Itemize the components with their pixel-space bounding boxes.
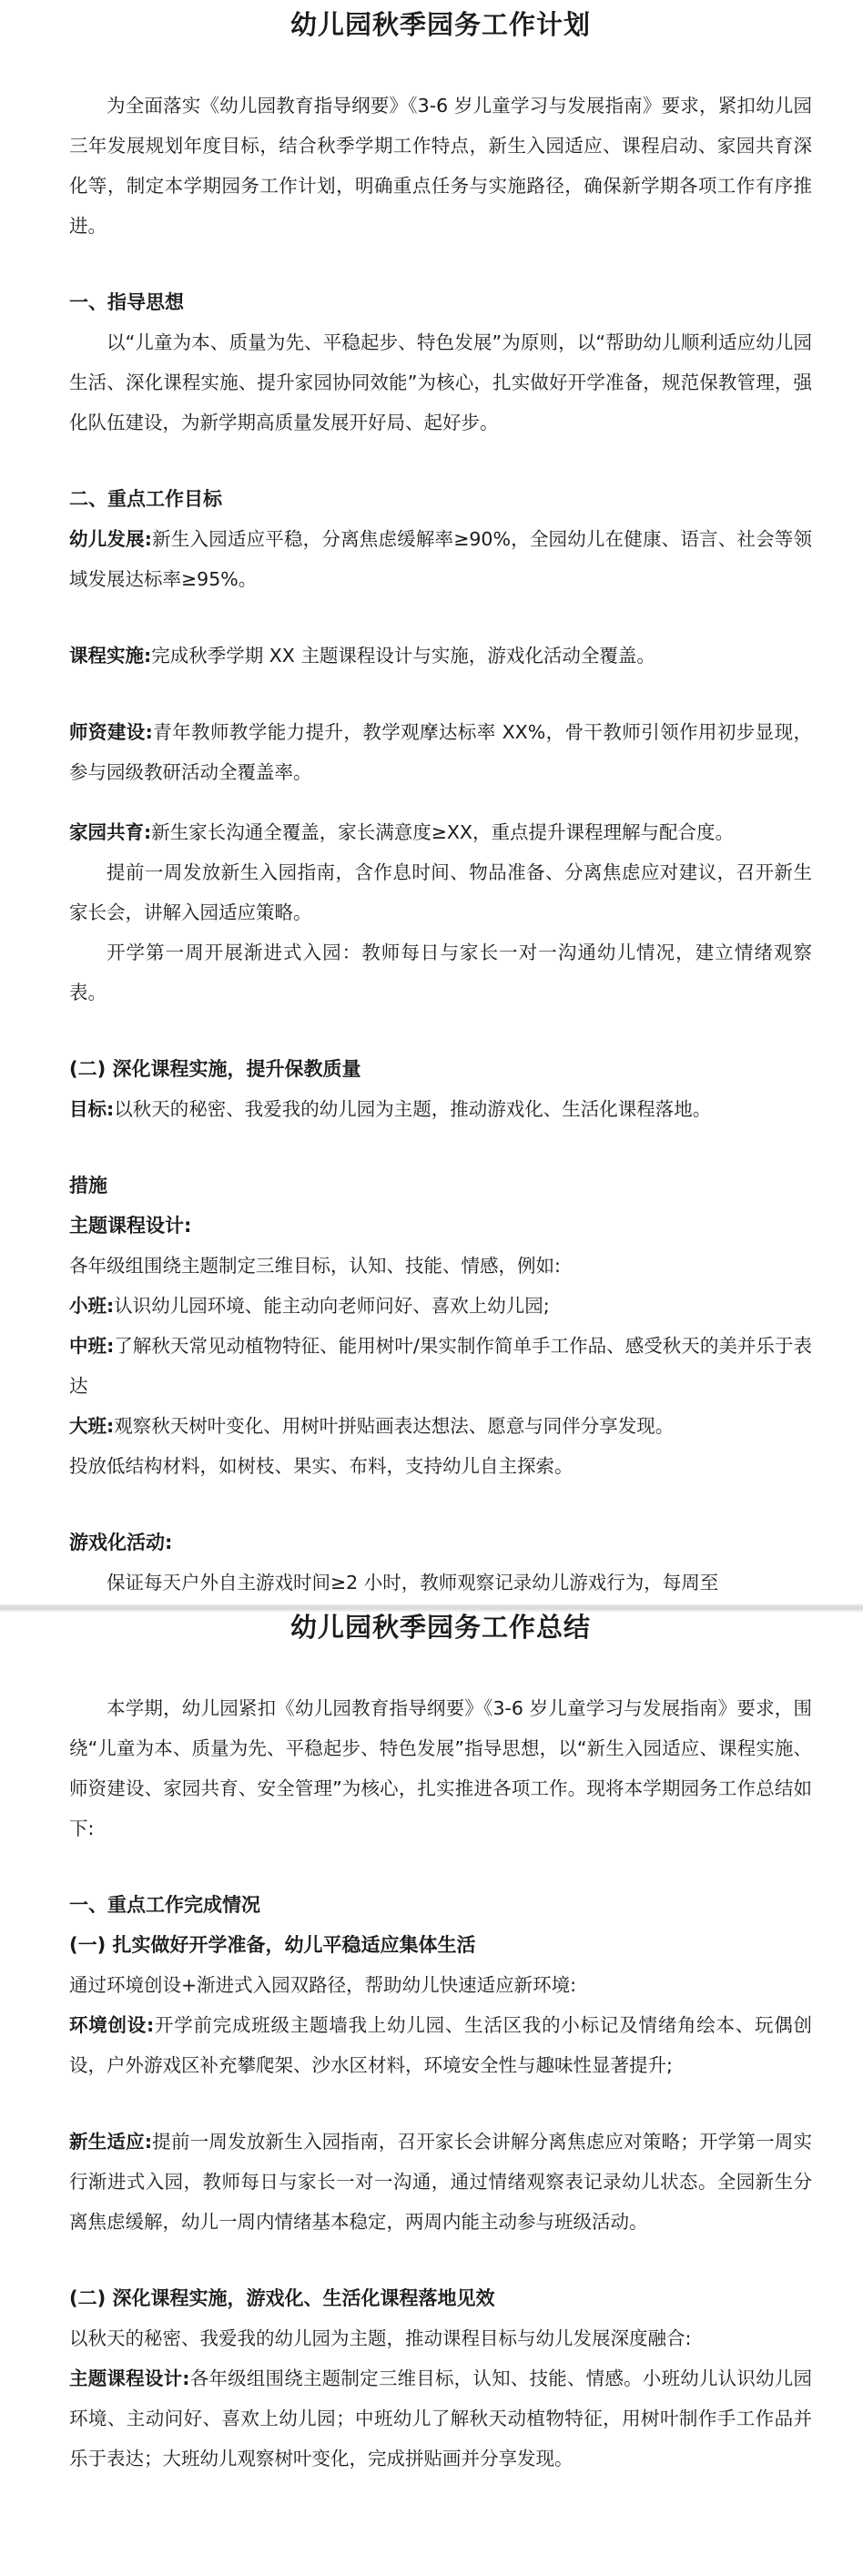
- plan-game-label: 游戏化活动:: [69, 1532, 173, 1553]
- plan-theme-label: 主题课程设计:: [69, 1215, 192, 1237]
- goal-child-development: [69, 519, 812, 599]
- plan-prep-entry: 开学第一周开展渐进式入园：教师每日与家长一对一沟通幼儿情况，建立情绪观察表。: [69, 942, 812, 1003]
- class-text: 观察秋天树叶变化、用树叶拼贴画表达想法、愿意与同伴分享发现。: [114, 1415, 675, 1437]
- item-text: 各年级组围绕主题制定三维目标，认知、技能、情感。小班幼儿认识幼儿园环境、主动问好、喜欢上幼儿园；中班幼儿了解秋天动植物特征，用树叶制作手工作品并乐于表达；大班幼儿观察树叶变化，完成拼贴画并分享发现。: [69, 2367, 813, 2469]
- goal-label: 幼儿发展:: [69, 528, 152, 550]
- goal-label: 家园共育:: [69, 821, 152, 843]
- summary-environment: [69, 2005, 812, 2085]
- summary-adaptation: [69, 2122, 812, 2242]
- goal-label: 目标:: [69, 1098, 115, 1120]
- plan-middle-class: [69, 1326, 812, 1406]
- class-text: 了解秋天常见动植物特征、能用树叶/果实制作简单手工作品、感受秋天的美并乐于表达: [69, 1335, 813, 1397]
- class-label: 中班:: [69, 1335, 115, 1357]
- goal-label: 课程实施:: [69, 645, 152, 667]
- plan-materials: 投放低结构材料，如树枝、果实、布料，支持幼儿自主探索。: [69, 1455, 574, 1477]
- plan-measures-label: 措施: [69, 1175, 107, 1196]
- summary-sub2-text: 以秋天的秘密、我爱我的幼儿园为主题，推动课程目标与幼儿发展深度融合:: [69, 2327, 692, 2349]
- plan-large-class: [69, 1406, 812, 1446]
- plan-sub2-title: (二) 深化课程实施，提升保教质量: [69, 1058, 361, 1080]
- plan-section1-text: 以“儿童为本、质量为先、平稳起步、特色发展”为原则，以“帮助幼儿顺利适应幼儿园生活、深化课程实施、提升家园协同效能”为核心，扎实做好开学准备，规范保教管理，强化队伍建设，为新学期高质量发展开好局、起好步。: [69, 331, 812, 433]
- summary-section1-title: 一、重点工作完成情况: [69, 1894, 260, 1916]
- plan-sub2-goal: [69, 1089, 812, 1129]
- summary-sub2-title: (二) 深化课程实施，游戏化、生活化课程落地见效: [69, 2287, 495, 2309]
- goal-label: 师资建设:: [69, 721, 153, 743]
- summary-sub1-text: 通过环境创设+渐进式入园双路径，帮助幼儿快速适应新环境:: [69, 1974, 577, 1996]
- goal-text: 完成秋季学期 XX 主题课程设计与实施，游戏化活动全覆盖。: [151, 645, 655, 667]
- item-label: 主题课程设计:: [69, 2367, 190, 2389]
- goal-teachers: [69, 712, 812, 792]
- item-text: 开学前完成班级主题墙我上幼儿园、生活区我的小标记及情绪角绘本、玩偶创设，户外游戏区补充攀爬架、沙水区材料，环境安全性与趣味性显著提升;: [69, 2014, 812, 2076]
- plan-game-text: 保证每天户外自主游戏时间≥2 小时，教师观察记录幼儿游戏行为，每周至: [107, 1572, 719, 1593]
- item-text: 提前一周发放新生入园指南，召开家长会讲解分离焦虑应对策略；开学第一周实行渐进式入园，教师每日与家长一对一沟通，通过情绪观察表记录幼儿状态。全园新生分离焦虑缓解，幼儿一周内情绪基本稳定，两周内能主动参与班级活动。: [69, 2131, 813, 2233]
- plan-prep-guide: 提前一周发放新生入园指南，含作息时间、物品准备、分离焦虑应对建议，召开新生家长会，讲解入园适应策略。: [69, 861, 812, 923]
- plan-title: 幼儿园秋季园务工作计划: [289, 9, 591, 40]
- goal-text: 新生家长沟通全覆盖，家长满意度≥XX，重点提升课程理解与配合度。: [151, 821, 734, 843]
- summary-page: [0, 1610, 863, 2576]
- summary-title: 幼儿园秋季园务工作总结: [289, 1612, 591, 1643]
- plan-section1-title: 一、指导思想: [69, 291, 184, 313]
- goal-text: 以秋天的秘密、我爱我的幼儿园为主题，推动游戏化、生活化课程落地。: [114, 1098, 712, 1120]
- plan-intro: 为全面落实《幼儿园教育指导纲要》《3-6 岁儿童学习与发展指南》要求，紧扣幼儿园三年发展规划年度目标，结合秋季学期工作特点，新生入园适应、课程启动、家园共育深化等，制定本学期园务工作计划，明确重点任务与实施路径，确保新学期各项工作有序推进。: [69, 95, 812, 237]
- plan-theme-text: 各年级组围绕主题制定三维目标，认知、技能、情感，例如:: [69, 1255, 561, 1277]
- goal-text: 新生入园适应平稳，分离焦虑缓解率≥90%，全园幼儿在健康、语言、社会等领域发展达标率≥95%。: [69, 528, 812, 590]
- class-label: 小班:: [69, 1295, 115, 1317]
- summary-theme: [69, 2358, 812, 2479]
- class-text: 认识幼儿园环境、能主动向老师问好、喜欢上幼儿园;: [114, 1295, 550, 1317]
- goal-home-school: [69, 812, 812, 852]
- plan-small-class: [69, 1286, 812, 1326]
- summary-sub1-title: (一) 扎实做好开学准备，幼儿平稳适应集体生活: [69, 1934, 476, 1956]
- summary-intro: 本学期，幼儿园紧扣《幼儿园教育指导纲要》《3-6 岁儿童学习与发展指南》要求，围绕“儿童为本、质量为先、平稳起步、特色发展”指导思想，以“新生入园适应、课程实施、师资建设、家园共育、安全管理”为核心，扎实推进各项工作。现将本学期园务工作总结如下:: [69, 1697, 812, 1839]
- class-label: 大班:: [69, 1415, 115, 1437]
- item-label: 新生适应:: [69, 2131, 153, 2153]
- plan-section2-title: 二、重点工作目标: [69, 488, 222, 510]
- goal-curriculum: [69, 636, 812, 676]
- item-label: 环境创设:: [69, 2014, 155, 2036]
- goal-text: 青年教师教学能力提升，教学观摩达标率 XX%，骨干教师引领作用初步显现，参与园级教研活动全覆盖率。: [69, 721, 812, 783]
